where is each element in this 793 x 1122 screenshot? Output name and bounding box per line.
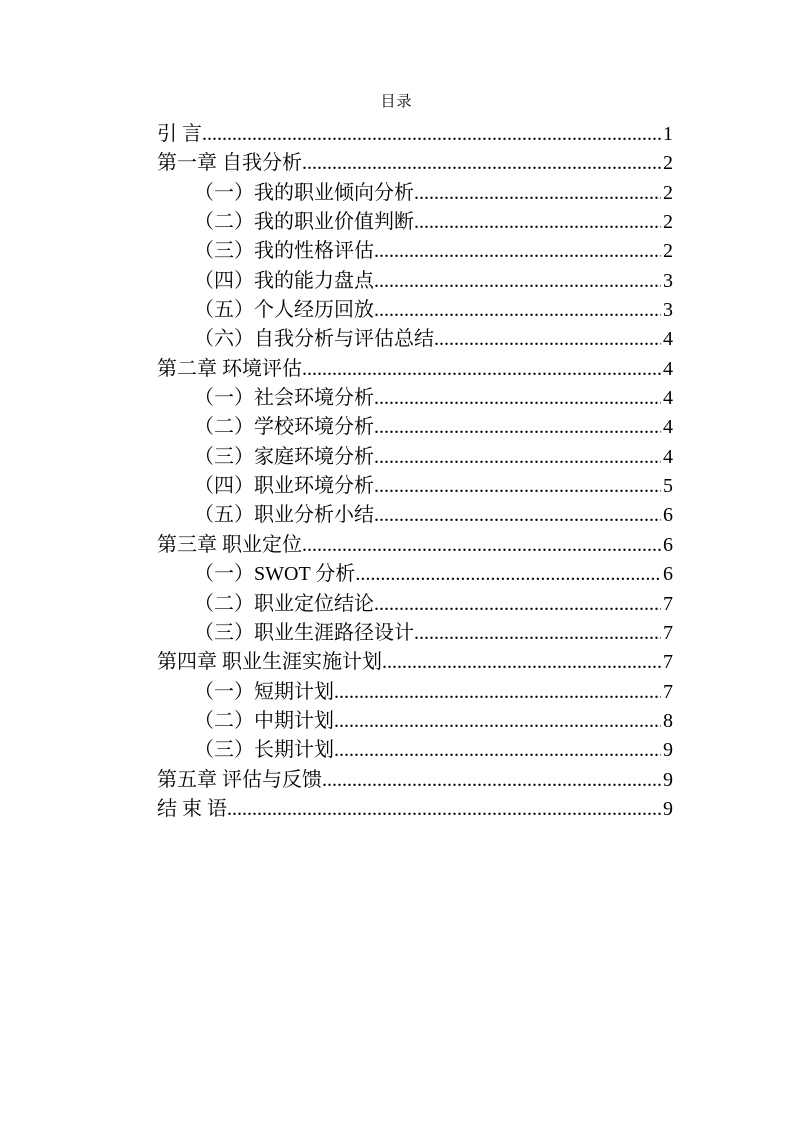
toc-page-number: 7	[663, 592, 673, 615]
toc-leader-dots	[374, 413, 661, 442]
toc-entry-label: （二）中期计划	[194, 709, 334, 732]
toc-page-number: 9	[663, 797, 673, 820]
toc-entry-ch2-sec3[interactable]	[157, 443, 673, 472]
toc-entry-label: （三）长期计划	[194, 739, 334, 762]
toc-page-number: 7	[663, 651, 673, 674]
toc-leader-dots	[302, 355, 661, 384]
toc-leader-dots	[374, 267, 661, 296]
toc-page-number: 1	[663, 123, 673, 145]
toc-entry-label: （五）个人经历回放	[194, 299, 374, 322]
toc-entry-label: （二）学校环境分析	[194, 416, 374, 439]
toc-leader-dots	[355, 560, 661, 589]
toc-entry-label: （五）职业分析小结	[194, 504, 374, 527]
toc-page-number: 2	[663, 152, 673, 175]
toc-entry-label: 引 言	[157, 123, 202, 145]
toc-page-number: 6	[663, 504, 673, 527]
table-of-contents	[157, 120, 673, 824]
toc-entry-ch1-sec2[interactable]	[157, 208, 673, 237]
toc-leader-dots	[414, 208, 661, 237]
toc-entry-label: 第三章 职业定位	[157, 533, 302, 556]
toc-page-number: 8	[663, 709, 673, 732]
toc-page-number: 7	[663, 621, 673, 644]
toc-entry-label: （三）我的性格评估	[194, 240, 374, 263]
toc-entry-label: （四）我的能力盘点	[194, 269, 374, 292]
toc-leader-dots	[374, 384, 661, 413]
toc-entry-ch1-sec1[interactable]	[157, 179, 673, 208]
toc-entry-label: 第四章 职业生涯实施计划	[157, 651, 382, 674]
toc-page-number: 9	[663, 739, 673, 762]
toc-leader-dots	[374, 501, 661, 530]
toc-page-number: 5	[663, 475, 673, 498]
toc-entry-chapter3[interactable]	[157, 531, 673, 560]
toc-entry-ch3-sec3[interactable]	[157, 619, 673, 648]
toc-leader-dots	[434, 325, 661, 354]
toc-entry-ch4-sec2[interactable]	[157, 707, 673, 736]
toc-entry-label: （三）职业生涯路径设计	[194, 621, 414, 644]
toc-entry-ch2-sec4[interactable]	[157, 472, 673, 501]
toc-entry-chapter1[interactable]	[157, 149, 673, 178]
toc-leader-dots	[374, 296, 661, 325]
toc-page-number: 6	[663, 533, 673, 556]
toc-entry-label: （一）短期计划	[194, 680, 334, 703]
toc-entry-ch1-sec3[interactable]	[157, 237, 673, 266]
toc-entry-chapter5[interactable]	[157, 766, 673, 795]
toc-page-number: 6	[663, 563, 673, 586]
toc-leader-dots	[414, 179, 661, 208]
toc-entry-chapter2[interactable]	[157, 355, 673, 384]
toc-page-number: 4	[663, 357, 673, 380]
toc-page-number: 4	[663, 445, 673, 468]
toc-entry-label: （四）职业环境分析	[194, 475, 374, 498]
toc-leader-dots	[382, 648, 661, 677]
toc-entry-ch2-sec1[interactable]	[157, 384, 673, 413]
toc-leader-dots	[334, 678, 661, 707]
toc-entry-label: （一）社会环境分析	[194, 387, 374, 410]
toc-entry-label: （六）自我分析与评估总结	[194, 328, 434, 351]
toc-entry-label: （一）SWOT 分析	[194, 563, 356, 586]
toc-leader-dots	[322, 766, 661, 795]
toc-page-number: 9	[663, 768, 673, 791]
toc-leader-dots	[374, 237, 661, 266]
toc-page-number: 4	[663, 416, 673, 439]
toc-entry-label: （二）职业定位结论	[194, 592, 374, 615]
toc-entry-ch1-sec5[interactable]	[157, 296, 673, 325]
toc-entry-intro[interactable]	[157, 120, 673, 149]
toc-page-number: 2	[663, 181, 673, 204]
toc-entry-label: 第五章 评估与反馈	[157, 768, 322, 791]
toc-leader-dots	[374, 590, 661, 619]
toc-page-number: 2	[663, 211, 673, 234]
toc-entry-ch2-sec5[interactable]	[157, 501, 673, 530]
toc-entry-ch3-sec2[interactable]	[157, 590, 673, 619]
toc-entry-ch2-sec2[interactable]	[157, 413, 673, 442]
toc-leader-dots	[334, 707, 661, 736]
toc-entry-ch1-sec6[interactable]	[157, 325, 673, 354]
toc-page-number: 7	[663, 680, 673, 703]
toc-page-number: 4	[663, 328, 673, 351]
toc-entry-chapter4[interactable]	[157, 648, 673, 677]
toc-page-number: 3	[663, 299, 673, 322]
toc-entry-label: （一）我的职业倾向分析	[194, 181, 414, 204]
toc-entry-conclusion[interactable]	[157, 795, 673, 824]
toc-entry-label: 第一章 自我分析	[157, 152, 302, 175]
toc-entry-label: 第二章 环境评估	[157, 357, 302, 380]
toc-leader-dots	[334, 736, 661, 765]
toc-entry-ch1-sec4[interactable]	[157, 267, 673, 296]
toc-leader-dots	[202, 120, 661, 149]
toc-entry-label: （二）我的职业价值判断	[194, 211, 414, 234]
toc-entry-ch4-sec1[interactable]	[157, 678, 673, 707]
toc-leader-dots	[302, 531, 661, 560]
toc-leader-dots	[227, 795, 661, 824]
toc-entry-label: 结 束 语	[157, 797, 227, 820]
toc-entry-ch4-sec3[interactable]	[157, 736, 673, 765]
toc-leader-dots	[302, 149, 661, 178]
toc-page-number: 4	[663, 387, 673, 410]
toc-entry-label: （三）家庭环境分析	[194, 445, 374, 468]
toc-title: 目录	[380, 94, 413, 110]
toc-leader-dots	[374, 443, 661, 472]
toc-page-number: 2	[663, 240, 673, 263]
toc-page-number: 3	[663, 269, 673, 292]
toc-leader-dots	[374, 472, 661, 501]
toc-leader-dots	[414, 619, 661, 648]
toc-entry-ch3-sec1[interactable]	[157, 560, 673, 589]
